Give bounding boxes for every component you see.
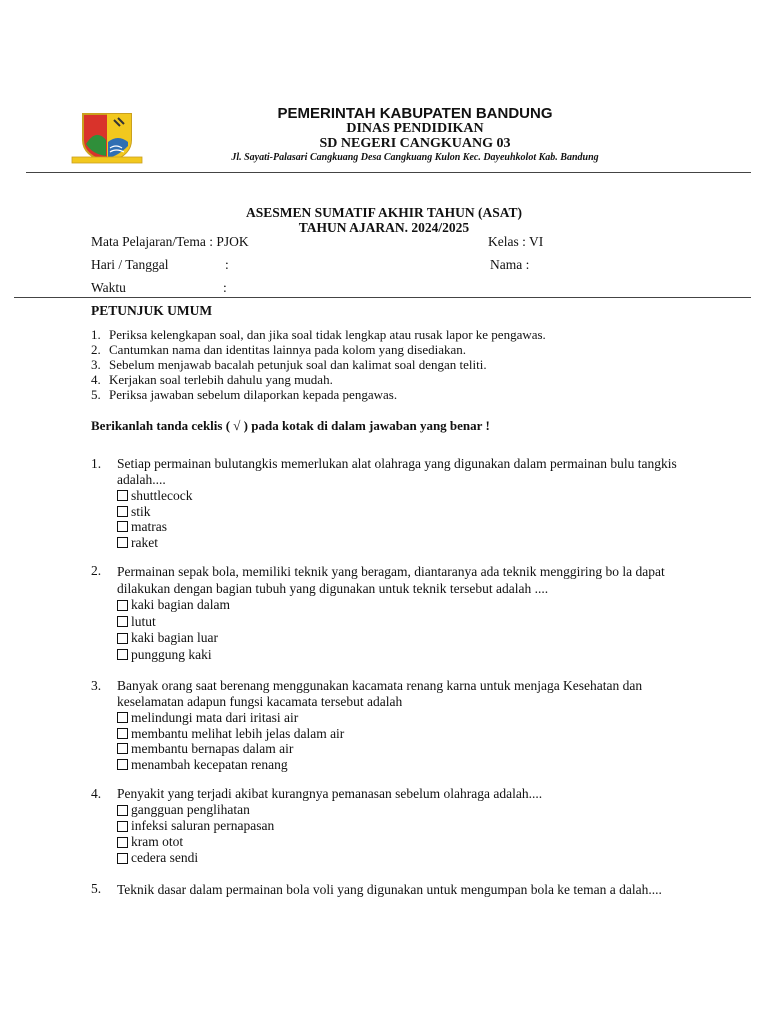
checkbox[interactable] [117, 853, 128, 864]
answer-option[interactable]: matras [117, 519, 691, 535]
list-item: 2. Cantumkan nama dan identitas lainnya pada kolom yang disediakan. [91, 342, 467, 357]
date-label: Hari / Tanggal [91, 257, 169, 272]
header-divider [26, 172, 751, 173]
answer-option[interactable]: kaki bagian dalam [117, 597, 691, 614]
list-item: 4. Kerjakan soal terlebih dahulu yang mudah. [91, 372, 333, 387]
answer-option[interactable]: kaki bagian luar [117, 630, 691, 647]
question-number: 5. [91, 881, 102, 896]
class-label: Kelas : VI [488, 234, 544, 249]
answer-option[interactable]: membantu melihat lebih jelas dalam air [117, 726, 691, 742]
checkbox[interactable] [117, 728, 128, 739]
name-label: Nama : [490, 257, 530, 272]
answer-option[interactable]: melindungi mata dari iritasi air [117, 710, 691, 726]
question-1 [91, 456, 691, 550]
time-colon: : [223, 280, 227, 295]
question-4 [91, 786, 691, 866]
question-3 [91, 678, 691, 772]
answer-option[interactable]: gangguan penglihatan [117, 802, 691, 818]
instructions-list [91, 327, 546, 402]
question-text: Banyak orang saat berenang menggunakan kacamata renang karna untuk menjaga Kesehatan dan keselamatan adapun fungsi kacamata tersebut adalah [117, 678, 643, 709]
time-label: Waktu [91, 280, 126, 295]
answer-option[interactable]: punggung kaki [117, 647, 691, 664]
question-text: Teknik dasar dalam permainan bola voli yang digunakan untuk mengumpan bola ke teman a dalah.... [117, 882, 662, 897]
checkbox[interactable] [117, 490, 128, 501]
instructions-heading: PETUNJUK UMUM [91, 303, 213, 318]
answer-option[interactable]: raket [117, 535, 691, 551]
header-department: DINAS PENDIDIKAN [346, 121, 484, 136]
checkbox[interactable] [117, 616, 128, 627]
question-number: 3. [91, 678, 102, 693]
answer-option[interactable]: kram otot [117, 834, 691, 850]
checkbox[interactable] [117, 633, 128, 644]
question-5 [91, 881, 691, 898]
checkbox[interactable] [117, 759, 128, 770]
answer-option[interactable]: stik [117, 504, 691, 520]
header-address: Jl. Sayati-Palasari Cangkuang Desa Cangkuang Kulon Kec. Dayeuhkolot Kab. Bandung [231, 152, 599, 163]
info-divider [14, 297, 751, 298]
checkbox[interactable] [117, 600, 128, 611]
checkbox[interactable] [117, 537, 128, 548]
checkbox[interactable] [117, 521, 128, 532]
question-number: 4. [91, 786, 102, 801]
list-item: 3. Sebelum menjawab bacalah petunjuk soal dan kalimat soal dengan teliti. [91, 357, 487, 372]
answer-option[interactable]: lutut [117, 614, 691, 631]
answer-option[interactable]: shuttlecock [117, 488, 691, 504]
question-text: Permainan sepak bola, memiliki teknik yang beragam, diantaranya ada teknik menggiring bo la dapat dilakukan dengan bagian tubuh yang digunakan untuk teknik tersebut adalah .... [117, 564, 665, 596]
answer-option[interactable]: cedera sendi [117, 850, 691, 866]
checkbox[interactable] [117, 712, 128, 723]
checkbox[interactable] [117, 821, 128, 832]
exam-title: ASESMEN SUMATIF AKHIR TAHUN (ASAT) [245, 205, 523, 220]
question-number: 2. [91, 563, 102, 578]
exam-year: TAHUN AJARAN. 2024/2025 [298, 220, 470, 235]
question-text: Setiap permainan bulutangkis memerlukan alat olahraga yang digunakan dalam permainan bulu tangkis adalah.... [117, 456, 677, 487]
list-item: 1. Periksa kelengkapan soal, dan jika soal tidak lengkap atau rusak lapor ke pengawas. [91, 327, 546, 342]
answer-option[interactable]: menambah kecepatan renang [117, 757, 691, 773]
date-colon: : [225, 257, 229, 272]
answer-option[interactable]: membantu bernapas dalam air [117, 741, 691, 757]
checkbox[interactable] [117, 743, 128, 754]
checkbox[interactable] [117, 837, 128, 848]
header-government: PEMERINTAH KABUPATEN BANDUNG [277, 105, 553, 122]
checkbox[interactable] [117, 506, 128, 517]
question-2 [91, 563, 691, 663]
subject-label: Mata Pelajaran/Tema : PJOK [91, 234, 249, 249]
header-school: SD NEGERI CANGKUANG 03 [319, 136, 511, 151]
list-item: 5. Periksa jawaban sebelum dilaporkan kepada pengawas. [91, 387, 398, 402]
checkbox[interactable] [117, 805, 128, 816]
answer-option[interactable]: infeksi saluran pernapasan [117, 818, 691, 834]
question-number: 1. [91, 456, 102, 471]
checkbox[interactable] [117, 649, 128, 660]
question-text: Penyakit yang terjadi akibat kurangnya pemanasan sebelum olahraga adalah.... [117, 786, 543, 801]
answer-command: Berikanlah tanda ceklis ( √ ) pada kotak di dalam jawaban yang benar ! [91, 418, 490, 433]
